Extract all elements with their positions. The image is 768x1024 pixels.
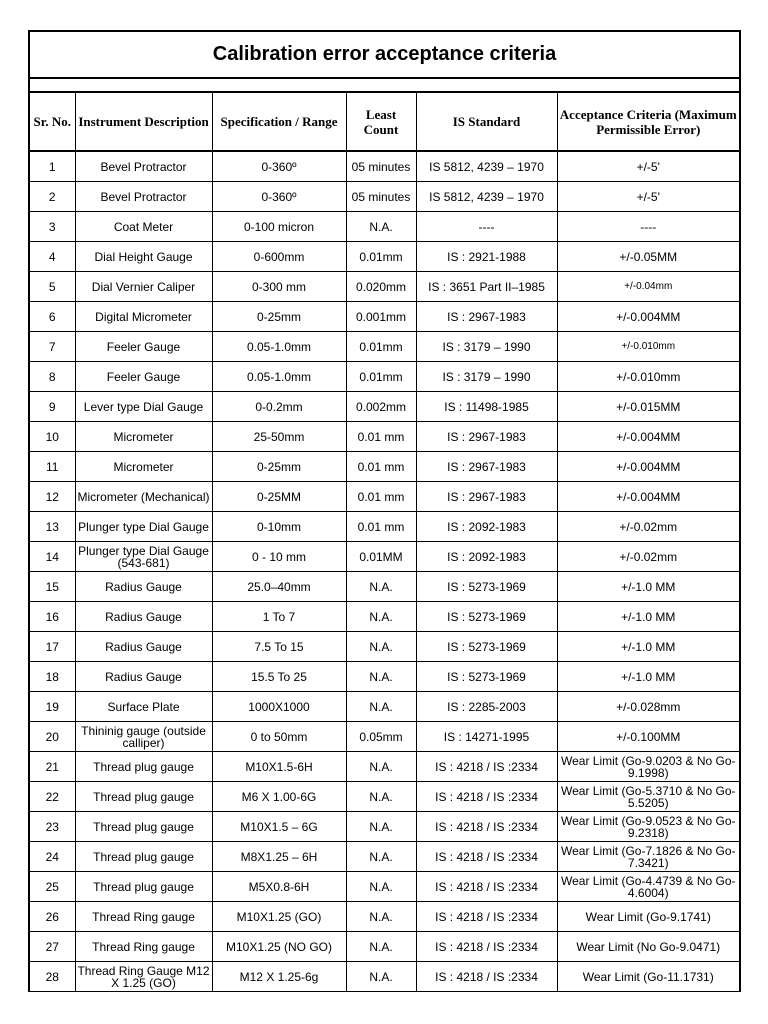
cell-acceptance: +/-0.028mm xyxy=(557,692,739,722)
cell-instrument: Thread plug gauge xyxy=(75,842,212,872)
cell-acceptance: +/-5' xyxy=(557,151,739,182)
cell-sr-no: 5 xyxy=(30,272,75,302)
cell-is-standard: IS : 2092-1983 xyxy=(416,512,557,542)
cell-least-count: 0.01 mm xyxy=(346,422,416,452)
cell-least-count: 05 minutes xyxy=(346,182,416,212)
cell-acceptance: +/-0.010mm xyxy=(557,362,739,392)
cell-instrument: Thread Ring gauge xyxy=(75,932,212,962)
cell-acceptance: +/-0.02mm xyxy=(557,542,739,572)
table-row xyxy=(30,422,739,452)
cell-specification: 0-600mm xyxy=(212,242,346,272)
cell-is-standard: IS : 4218 / IS :2334 xyxy=(416,872,557,902)
cell-least-count: 0.01 mm xyxy=(346,452,416,482)
table-row xyxy=(30,302,739,332)
cell-sr-no: 1 xyxy=(30,151,75,182)
cell-sr-no: 27 xyxy=(30,932,75,962)
cell-instrument: Micrometer (Mechanical) xyxy=(75,482,212,512)
cell-specification: 0-300 mm xyxy=(212,272,346,302)
cell-sr-no: 17 xyxy=(30,632,75,662)
cell-is-standard: IS : 5273-1969 xyxy=(416,632,557,662)
cell-acceptance: +/-0.004MM xyxy=(557,422,739,452)
cell-least-count: 0.001mm xyxy=(346,302,416,332)
cell-acceptance: +/-0.100MM xyxy=(557,722,739,752)
cell-least-count: N.A. xyxy=(346,782,416,812)
cell-acceptance: +/-1.0 MM xyxy=(557,572,739,602)
cell-is-standard: IS 5812, 4239 – 1970 xyxy=(416,182,557,212)
table-row xyxy=(30,812,739,842)
header-instrument: Instrument Description xyxy=(75,93,212,151)
cell-specification: 0-10mm xyxy=(212,512,346,542)
cell-is-standard: IS : 2967-1983 xyxy=(416,482,557,512)
cell-instrument: Thread plug gauge xyxy=(75,812,212,842)
cell-instrument: Radius Gauge xyxy=(75,602,212,632)
cell-acceptance: +/-0.04mm xyxy=(557,272,739,302)
cell-instrument: Radius Gauge xyxy=(75,572,212,602)
cell-least-count: 0.01MM xyxy=(346,542,416,572)
cell-least-count: 0.01 mm xyxy=(346,512,416,542)
cell-sr-no: 16 xyxy=(30,602,75,632)
cell-specification: 1 To 7 xyxy=(212,602,346,632)
cell-acceptance: +/-0.010mm xyxy=(557,332,739,362)
header-is-standard: IS Standard xyxy=(416,93,557,151)
cell-is-standard: IS : 4218 / IS :2334 xyxy=(416,962,557,992)
cell-instrument: Bevel Protractor xyxy=(75,151,212,182)
table-row xyxy=(30,722,739,752)
cell-sr-no: 8 xyxy=(30,362,75,392)
cell-specification: 0-360º xyxy=(212,182,346,212)
cell-is-standard: IS 5812, 4239 – 1970 xyxy=(416,151,557,182)
cell-specification: 0-100 micron xyxy=(212,212,346,242)
cell-is-standard: IS : 2967-1983 xyxy=(416,452,557,482)
cell-acceptance: +/-0.004MM xyxy=(557,302,739,332)
cell-instrument: Radius Gauge xyxy=(75,632,212,662)
page-title: Calibration error acceptance criteria xyxy=(30,32,739,79)
table-row xyxy=(30,632,739,662)
table-row xyxy=(30,962,739,992)
table-row xyxy=(30,272,739,302)
cell-specification: 15.5 To 25 xyxy=(212,662,346,692)
cell-acceptance: Wear Limit (Go-9.0203 & No Go-9.1998) xyxy=(557,752,739,782)
table-row xyxy=(30,212,739,242)
table-row xyxy=(30,512,739,542)
cell-least-count: N.A. xyxy=(346,602,416,632)
cell-is-standard: ---- xyxy=(416,212,557,242)
table-row xyxy=(30,662,739,692)
cell-is-standard: IS : 5273-1969 xyxy=(416,662,557,692)
cell-instrument: Thread Ring Gauge M12 X 1.25 (GO) xyxy=(75,962,212,992)
cell-specification: M5X0.8-6H xyxy=(212,872,346,902)
cell-sr-no: 9 xyxy=(30,392,75,422)
cell-is-standard: IS : 5273-1969 xyxy=(416,572,557,602)
cell-is-standard: IS : 4218 / IS :2334 xyxy=(416,842,557,872)
table-row xyxy=(30,482,739,512)
cell-least-count: N.A. xyxy=(346,632,416,662)
cell-sr-no: 7 xyxy=(30,332,75,362)
cell-acceptance: +/-1.0 MM xyxy=(557,632,739,662)
cell-is-standard: IS : 2967-1983 xyxy=(416,422,557,452)
cell-least-count: 05 minutes xyxy=(346,151,416,182)
cell-least-count: N.A. xyxy=(346,842,416,872)
cell-least-count: N.A. xyxy=(346,662,416,692)
table-row xyxy=(30,332,739,362)
cell-specification: 7.5 To 15 xyxy=(212,632,346,662)
cell-instrument: Dial Vernier Caliper xyxy=(75,272,212,302)
cell-specification: 0.05-1.0mm xyxy=(212,332,346,362)
cell-acceptance: Wear Limit (Go-7.1826 & No Go-7.3421) xyxy=(557,842,739,872)
cell-acceptance: ---- xyxy=(557,212,739,242)
cell-sr-no: 2 xyxy=(30,182,75,212)
cell-least-count: N.A. xyxy=(346,572,416,602)
cell-sr-no: 3 xyxy=(30,212,75,242)
cell-sr-no: 12 xyxy=(30,482,75,512)
cell-specification: 25-50mm xyxy=(212,422,346,452)
cell-specification: 0-25MM xyxy=(212,482,346,512)
cell-least-count: N.A. xyxy=(346,752,416,782)
cell-instrument: Plunger type Dial Gauge xyxy=(75,512,212,542)
cell-is-standard: IS : 14271-1995 xyxy=(416,722,557,752)
cell-least-count: N.A. xyxy=(346,692,416,722)
table-header-row xyxy=(30,93,739,151)
cell-acceptance: Wear Limit (Go-4.4739 & No Go-4.6004) xyxy=(557,872,739,902)
cell-specification: M10X1.25 (GO) xyxy=(212,902,346,932)
cell-sr-no: 23 xyxy=(30,812,75,842)
cell-specification: 0-360º xyxy=(212,151,346,182)
cell-sr-no: 18 xyxy=(30,662,75,692)
title-spacer xyxy=(30,79,739,93)
cell-sr-no: 28 xyxy=(30,962,75,992)
cell-specification: 0-25mm xyxy=(212,452,346,482)
cell-is-standard: IS : 3179 – 1990 xyxy=(416,362,557,392)
cell-least-count: 0.020mm xyxy=(346,272,416,302)
cell-acceptance: +/-0.05MM xyxy=(557,242,739,272)
cell-instrument: Feeler Gauge xyxy=(75,332,212,362)
cell-sr-no: 26 xyxy=(30,902,75,932)
cell-least-count: 0.002mm xyxy=(346,392,416,422)
cell-instrument: Lever type Dial Gauge xyxy=(75,392,212,422)
cell-is-standard: IS : 4218 / IS :2334 xyxy=(416,752,557,782)
criteria-table xyxy=(30,93,739,992)
cell-is-standard: IS : 11498-1985 xyxy=(416,392,557,422)
cell-least-count: 0.05mm xyxy=(346,722,416,752)
cell-is-standard: IS : 4218 / IS :2334 xyxy=(416,902,557,932)
header-specification: Specification / Range xyxy=(212,93,346,151)
cell-least-count: 0.01mm xyxy=(346,242,416,272)
cell-is-standard: IS : 4218 / IS :2334 xyxy=(416,782,557,812)
cell-is-standard: IS : 2967-1983 xyxy=(416,302,557,332)
cell-instrument: Micrometer xyxy=(75,422,212,452)
cell-sr-no: 19 xyxy=(30,692,75,722)
cell-sr-no: 14 xyxy=(30,542,75,572)
cell-sr-no: 15 xyxy=(30,572,75,602)
cell-sr-no: 22 xyxy=(30,782,75,812)
cell-is-standard: IS : 2092-1983 xyxy=(416,542,557,572)
table-row xyxy=(30,692,739,722)
cell-instrument: Micrometer xyxy=(75,452,212,482)
cell-instrument: Digital Micrometer xyxy=(75,302,212,332)
cell-is-standard: IS : 2285-2003 xyxy=(416,692,557,722)
cell-specification: M10X1.5 – 6G xyxy=(212,812,346,842)
cell-specification: 0 to 50mm xyxy=(212,722,346,752)
cell-sr-no: 11 xyxy=(30,452,75,482)
cell-instrument: Thininig gauge (outside calliper) xyxy=(75,722,212,752)
table-row xyxy=(30,362,739,392)
cell-is-standard: IS : 2921-1988 xyxy=(416,242,557,272)
cell-acceptance: Wear Limit (Go-11.1731) xyxy=(557,962,739,992)
cell-instrument: Bevel Protractor xyxy=(75,182,212,212)
cell-least-count: N.A. xyxy=(346,932,416,962)
cell-specification: M8X1.25 – 6H xyxy=(212,842,346,872)
cell-acceptance: Wear Limit (Go-9.0523 & No Go-9.2318) xyxy=(557,812,739,842)
cell-specification: 0-0.2mm xyxy=(212,392,346,422)
table-row xyxy=(30,782,739,812)
cell-sr-no: 13 xyxy=(30,512,75,542)
cell-instrument: Radius Gauge xyxy=(75,662,212,692)
cell-sr-no: 21 xyxy=(30,752,75,782)
table-row xyxy=(30,151,739,182)
cell-least-count: 0.01mm xyxy=(346,332,416,362)
table-row xyxy=(30,452,739,482)
cell-acceptance: +/-0.004MM xyxy=(557,482,739,512)
table-row xyxy=(30,572,739,602)
table-row xyxy=(30,392,739,422)
cell-acceptance: +/-0.02mm xyxy=(557,512,739,542)
table-row xyxy=(30,902,739,932)
cell-sr-no: 6 xyxy=(30,302,75,332)
header-sr-no: Sr. No. xyxy=(30,93,75,151)
cell-acceptance: Wear Limit (Go-9.1741) xyxy=(557,902,739,932)
cell-specification: 1000X1000 xyxy=(212,692,346,722)
table-row xyxy=(30,932,739,962)
table-row xyxy=(30,752,739,782)
cell-instrument: Thread plug gauge xyxy=(75,782,212,812)
cell-is-standard: IS : 5273-1969 xyxy=(416,602,557,632)
cell-instrument: Thread plug gauge xyxy=(75,872,212,902)
cell-instrument: Feeler Gauge xyxy=(75,362,212,392)
cell-least-count: N.A. xyxy=(346,212,416,242)
table-row xyxy=(30,242,739,272)
table-row xyxy=(30,542,739,572)
cell-instrument: Coat Meter xyxy=(75,212,212,242)
header-acceptance: Acceptance Criteria (Maximum Permissible Error) xyxy=(557,93,739,151)
cell-sr-no: 24 xyxy=(30,842,75,872)
cell-sr-no: 4 xyxy=(30,242,75,272)
cell-instrument: Thread Ring gauge xyxy=(75,902,212,932)
cell-sr-no: 20 xyxy=(30,722,75,752)
calibration-sheet xyxy=(28,30,741,992)
cell-is-standard: IS : 3651 Part II–1985 xyxy=(416,272,557,302)
cell-specification: 0-25mm xyxy=(212,302,346,332)
cell-specification: 0.05-1.0mm xyxy=(212,362,346,392)
cell-least-count: N.A. xyxy=(346,872,416,902)
cell-is-standard: IS : 4218 / IS :2334 xyxy=(416,932,557,962)
cell-is-standard: IS : 4218 / IS :2334 xyxy=(416,812,557,842)
cell-least-count: 0.01mm xyxy=(346,362,416,392)
table-row xyxy=(30,602,739,632)
cell-least-count: N.A. xyxy=(346,812,416,842)
cell-specification: M10X1.5-6H xyxy=(212,752,346,782)
cell-acceptance: +/-0.004MM xyxy=(557,452,739,482)
cell-sr-no: 25 xyxy=(30,872,75,902)
cell-least-count: 0.01 mm xyxy=(346,482,416,512)
cell-instrument: Dial Height Gauge xyxy=(75,242,212,272)
cell-instrument: Surface Plate xyxy=(75,692,212,722)
cell-is-standard: IS : 3179 – 1990 xyxy=(416,332,557,362)
cell-least-count: N.A. xyxy=(346,902,416,932)
table-row xyxy=(30,182,739,212)
cell-instrument: Plunger type Dial Gauge (543-681) xyxy=(75,542,212,572)
cell-instrument: Thread plug gauge xyxy=(75,752,212,782)
cell-specification: M6 X 1.00-6G xyxy=(212,782,346,812)
cell-specification: M12 X 1.25-6g xyxy=(212,962,346,992)
cell-acceptance: +/-1.0 MM xyxy=(557,662,739,692)
cell-acceptance: +/-0.015MM xyxy=(557,392,739,422)
cell-sr-no: 10 xyxy=(30,422,75,452)
cell-acceptance: Wear Limit (Go-5.3710 & No Go-5.5205) xyxy=(557,782,739,812)
cell-acceptance: Wear Limit (No Go-9.0471) xyxy=(557,932,739,962)
table-row xyxy=(30,872,739,902)
cell-specification: 25.0–40mm xyxy=(212,572,346,602)
table-row xyxy=(30,842,739,872)
cell-specification: M10X1.25 (NO GO) xyxy=(212,932,346,962)
cell-specification: 0 - 10 mm xyxy=(212,542,346,572)
cell-least-count: N.A. xyxy=(346,962,416,992)
cell-acceptance: +/-5' xyxy=(557,182,739,212)
header-least-count: Least Count xyxy=(346,93,416,151)
cell-acceptance: +/-1.0 MM xyxy=(557,602,739,632)
